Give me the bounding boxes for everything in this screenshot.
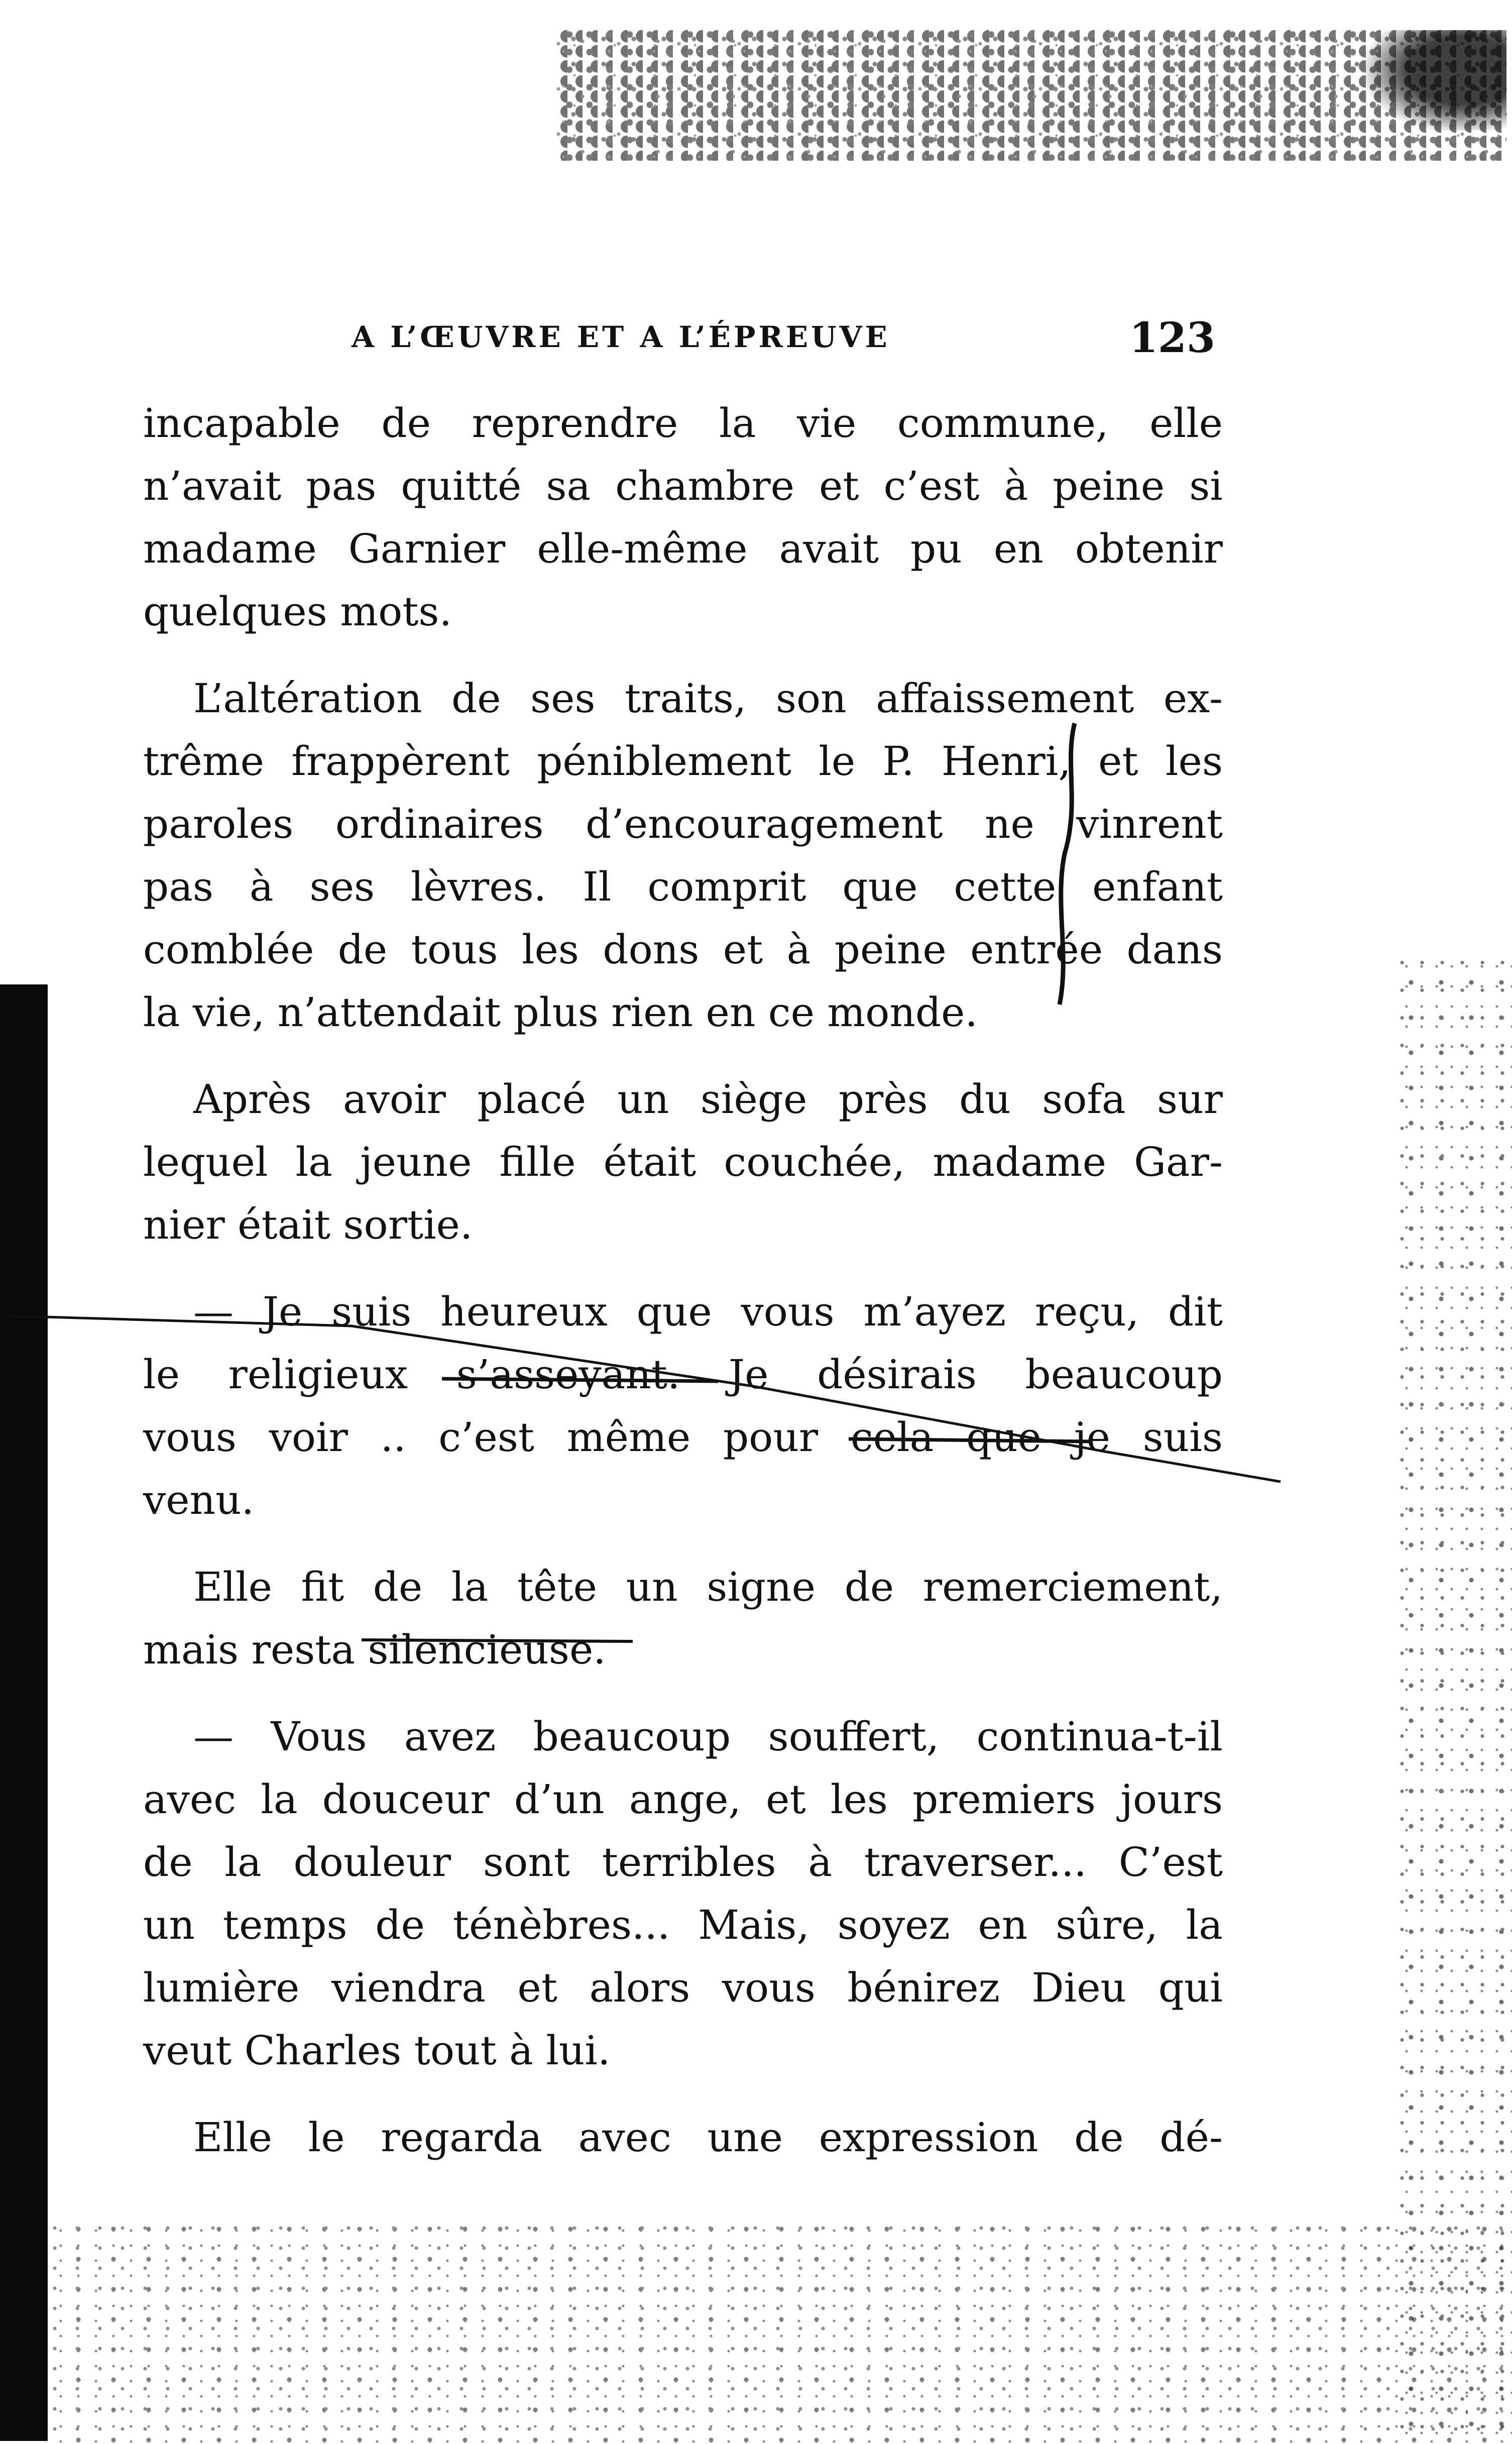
paragraph-6 [143, 1705, 1223, 2082]
text-line: de la douleur sont terribles à traverser... C’est [143, 1839, 1223, 1885]
body-text [143, 392, 1223, 2193]
text-line: Elle le regarda avec une expression de dé- [193, 2114, 1223, 2161]
paragraph-4 [143, 1280, 1223, 1531]
text-line: venu. [143, 1477, 255, 1523]
text-line: avec la douceur d’un ange, et les premiers jours [143, 1776, 1223, 1823]
text-line: Elle fit de la tête un signe de remerciement, [193, 1564, 1223, 1610]
text-line: Après avoir placé un siège près du sofa sur [193, 1076, 1223, 1123]
paragraph-7 [143, 2106, 1223, 2169]
text-line: quelques mots. [143, 588, 452, 635]
text-line: la vie, n’attendait plus rien en ce monde. [143, 989, 978, 1036]
text-line: le religieux s’asseyant. Je désirais beaucoup [143, 1351, 1223, 1398]
text-line: lumière viendra et alors vous bénirez Dieu qui [143, 1964, 1223, 2011]
text-line: madame Garnier elle-même avait pu en obtenir [143, 525, 1223, 572]
text-line: lequel la jeune fille était couchée, madame Gar- [143, 1139, 1223, 1185]
text-line: — Je suis heureux que vous m’ayez reçu, dit [193, 1288, 1223, 1335]
text-line: pas à ses lèvres. Il comprit que cette enfant [143, 863, 1223, 910]
paragraph-3 [143, 1068, 1223, 1256]
text-line: mais resta silencieuse. [143, 1626, 606, 1673]
scan-noise-bottom [50, 2220, 1512, 2444]
paragraph-5 [143, 1556, 1223, 1681]
running-head [352, 314, 1215, 362]
text-line: — Vous avez beaucoup souffert, continua-t-il [193, 1713, 1223, 1760]
text-line: trême frappèrent péniblement le P. Henri, et les [143, 738, 1223, 785]
text-line: paroles ordinaires d’encouragement ne vinrent [143, 801, 1223, 847]
text-line: un temps de ténèbres... Mais, soyez en sûre, la [143, 1902, 1223, 1948]
text-line: incapable de reprendre la vie commune, elle [143, 400, 1223, 447]
text-line: veut Charles tout à lui. [143, 2027, 611, 2074]
page-number: 123 [1129, 314, 1215, 362]
running-title: A L’ŒUVRE ET A L’ÉPREUVE [352, 320, 890, 354]
scan-noise-top [552, 30, 1506, 161]
scan-corner-blot [1366, 30, 1506, 131]
text-line: nier était sortie. [143, 1201, 473, 1248]
text-line: comblée de tous les dons et à peine entrée dans [143, 926, 1223, 973]
text-line: L’altération de ses traits, son affaissement ex- [193, 675, 1223, 722]
scan-noise-right [1396, 954, 1512, 2441]
paragraph-2 [143, 667, 1223, 1044]
text-line: vous voir .. c’est même pour cela que je suis [143, 1414, 1223, 1461]
scan-left-edge [0, 984, 48, 2441]
paragraph-1 [143, 392, 1223, 643]
text-line: n’avait pas quitté sa chambre et c’est à peine si [143, 463, 1223, 509]
